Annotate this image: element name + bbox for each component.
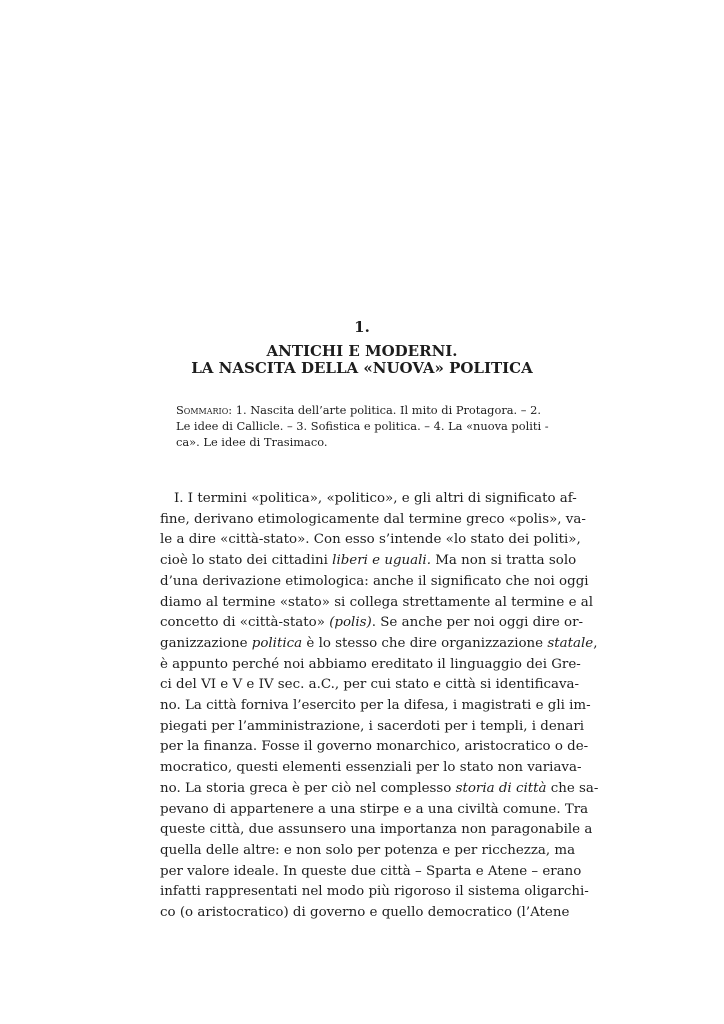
chapter-title-line-1: ANTICHI E MODERNI. [266,342,458,360]
text-line: cioè lo stato dei cittadini liberi e uguali. Ma non si tratta solo [160,553,577,569]
summary-line: Sommario: 1. Nascita dell’arte politica. Il mito di Protagora. – 2. [176,403,541,417]
text-line: diamo al termine «stato» si collega strettamente al termine e al [160,594,594,610]
text-line: pevano di appartenere a una stirpe e a una civiltà comune. Tra [160,801,589,817]
italic-emphasis: statale [547,635,594,651]
text-line: no. La città forniva l’esercito per la difesa, i magistrati e gli im- [160,698,591,714]
text-line: I. I termini «politica», «politico», e gli altri di significato af- [174,491,577,506]
text-line: ganizzazione politica è lo stesso che dire organizzazione statale, [160,635,598,651]
chapter-title-line-2: LA NASCITA DELLA «NUOVA» POLITICA [191,359,533,377]
chapter-summary [176,402,556,450]
text-line: le a dire «città-stato». Con esso s’intende «lo stato dei politi», [160,532,581,548]
text-line: piegati per l’amministrazione, i sacerdoti per i templi, i denari [160,718,585,734]
text-line: è appunto perché noi abbiamo ereditato il linguaggio dei Gre- [160,656,581,672]
italic-emphasis: liberi e uguali. [332,553,431,569]
summary-label: Sommario [176,403,229,417]
text-line: co (o aristocratico) di governo e quello democratico (l’Atene [160,905,570,921]
chapter-number: 1. [354,318,370,336]
text-line: queste città, due assunsero una importanza non paragonabile a [160,822,593,838]
text-line: ci del VI e V e IV sec. a.C., per cui stato e città si identificava- [160,677,580,693]
italic-emphasis: storia di città [455,780,547,796]
italic-emphasis: (polis) [329,615,372,631]
text-line: quella delle altre: e non solo per potenza e per ricchezza, ma [160,842,576,858]
text-line: mocratico, questi elementi essenziali per lo stato non variava- [160,760,582,776]
chapter-title [0,343,724,377]
summary-line: Le idee di Callicle. – 3. Sofistica e politica. – 4. La «nuova politi - [176,419,549,433]
text-line: per la finanza. Fosse il governo monarchico, aristocratico o de- [160,739,589,755]
text-line: fine, derivano etimologicamente dal termine greco «polis», va- [160,511,586,527]
body-paragraph [160,489,599,924]
summary-line: ca». Le idee di Trasimaco. [176,435,328,449]
text-line: no. La storia greca è per ciò nel complesso storia di città che sa- [160,780,599,796]
text-line: concetto di «città-stato» (polis). Se anche per noi oggi dire or- [160,615,584,631]
text-line: infatti rappresentati nel modo più rigoroso il sistema oligarchi- [160,884,589,900]
italic-emphasis: politica [251,635,303,651]
text-line: d’una derivazione etimologica: anche il significato che noi oggi [160,573,589,589]
text-line: per valore ideale. In queste due città – Sparta e Atene – erano [160,863,582,879]
